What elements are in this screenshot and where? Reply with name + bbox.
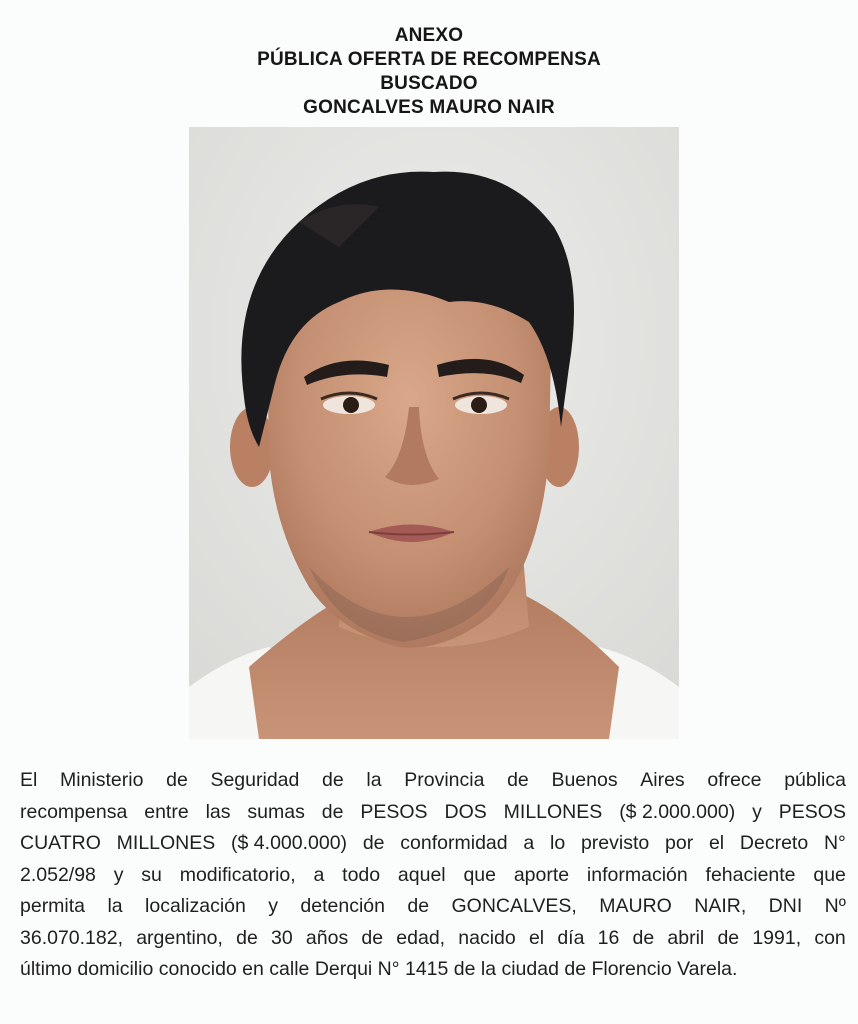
- paragraph-word: CUATRO: [20, 832, 101, 854]
- mugshot-photo: [189, 127, 679, 739]
- paragraph-word: y: [268, 895, 278, 917]
- paragraph-word: N°: [823, 832, 846, 854]
- paragraph-word: información: [586, 863, 688, 886]
- paragraph-word: 1991,: [752, 926, 802, 949]
- paragraph-word: fehaciente: [705, 863, 796, 886]
- paragraph-word: Aires: [640, 769, 685, 791]
- paragraph-word: y: [752, 800, 762, 823]
- paragraph-word: el: [708, 832, 725, 854]
- paragraph-line: [20, 860, 846, 892]
- paragraph-word: 2.052/98: [20, 863, 96, 886]
- paragraph-word: GONCALVES,: [451, 895, 577, 917]
- paragraph-word: 30: [271, 926, 293, 949]
- paragraph-line: [20, 828, 846, 860]
- paragraph-word: El: [20, 769, 38, 791]
- paragraph-word: lo: [550, 832, 566, 854]
- paragraph-word: DOS: [444, 800, 487, 823]
- paragraph-word: su: [141, 863, 162, 886]
- paragraph-word: abril: [667, 926, 705, 949]
- portrait-icon: [189, 127, 679, 739]
- paragraph-word: PESOS: [360, 800, 428, 823]
- paragraph-word: la: [107, 895, 123, 917]
- paragraph-word: las: [205, 800, 231, 823]
- paragraph-word: aquel: [397, 863, 446, 886]
- paragraph-word: de: [236, 926, 258, 949]
- document-header: [0, 24, 858, 120]
- paragraph-word: de: [361, 926, 384, 949]
- paragraph-word: de: [362, 832, 385, 854]
- header-wanted: BUSCADO: [380, 73, 478, 94]
- paragraph-word: la: [366, 769, 382, 791]
- paragraph-word: Buenos: [551, 769, 618, 791]
- paragraph-word: argentino,: [136, 926, 223, 949]
- paragraph-word: permita: [20, 895, 86, 917]
- header-name: GONCALVES MAURO NAIR: [303, 97, 555, 118]
- paragraph-word: de: [322, 769, 344, 791]
- paragraph-word: aporte: [513, 863, 570, 886]
- paragraph-word: modificatorio,: [179, 863, 296, 886]
- paragraph-word: que: [463, 863, 496, 886]
- paragraph-word: Ministerio: [60, 769, 144, 791]
- paragraph-line: [20, 923, 846, 955]
- reward-description: [20, 765, 846, 986]
- paragraph-word: previsto: [580, 832, 650, 854]
- paragraph-word: sumas: [247, 800, 305, 823]
- paragraph-word: de: [166, 769, 188, 791]
- paragraph-word: y: [113, 863, 124, 886]
- header-reward-offer: PÚBLICA OFERTA DE RECOMPENSA: [257, 49, 601, 70]
- paragraph-word: con: [814, 926, 846, 949]
- paragraph-word: años: [305, 926, 349, 949]
- paragraph-word: MILLONES: [503, 800, 603, 823]
- paragraph-line: [20, 765, 846, 797]
- paragraph-word: Provincia: [404, 769, 485, 791]
- paragraph-word: 36.070.182,: [20, 926, 124, 949]
- paragraph-word: ($ 4.000.000): [231, 832, 348, 854]
- paragraph-word: detención: [300, 895, 385, 917]
- paragraph-word: el: [528, 926, 545, 949]
- paragraph-word: MAURO: [599, 895, 672, 917]
- paragraph-word: de: [632, 926, 655, 949]
- paragraph-word: que: [813, 863, 846, 886]
- paragraph-word: de: [507, 769, 529, 791]
- paragraph-word: edad,: [396, 926, 446, 949]
- paragraph-line: [20, 797, 846, 829]
- paragraph-word: pública: [784, 769, 846, 791]
- paragraph-line: [20, 954, 846, 986]
- paragraph-word: Nº: [824, 895, 846, 917]
- paragraph-word: entre: [144, 800, 189, 823]
- paragraph-word: a: [523, 832, 535, 854]
- paragraph-word: PESOS: [778, 800, 846, 823]
- paragraph-word: todo: [342, 863, 381, 886]
- paragraph-word: 16: [597, 926, 620, 949]
- paragraph-word: conformidad: [400, 832, 508, 854]
- paragraph-word: de: [717, 926, 740, 949]
- paragraph-word: ($ 2.000.000): [619, 800, 736, 823]
- paragraph-word: recompensa: [20, 800, 128, 823]
- paragraph-word: a: [313, 863, 325, 886]
- header-annex: ANEXO: [394, 25, 464, 46]
- paragraph-word: localización: [145, 895, 246, 917]
- paragraph-word: día: [557, 926, 585, 949]
- paragraph-word: de: [321, 800, 344, 823]
- paragraph-word: de: [407, 895, 430, 917]
- paragraph-word: MILLONES: [116, 832, 216, 854]
- paragraph-word: Seguridad: [210, 769, 300, 791]
- paragraph-word: por: [665, 832, 694, 854]
- paragraph-word: NAIR,: [694, 895, 747, 917]
- paragraph-line: [20, 891, 846, 923]
- paragraph-word: DNI: [768, 895, 803, 917]
- paragraph-word: nacido: [458, 926, 516, 949]
- paragraph-word: ofrece: [707, 769, 762, 791]
- paragraph-word: Decreto: [739, 832, 809, 854]
- paragraph-word: último domicilio conocido en calle Derqui N° 1415 de la ciudad de Florencio Varela.: [20, 958, 738, 980]
